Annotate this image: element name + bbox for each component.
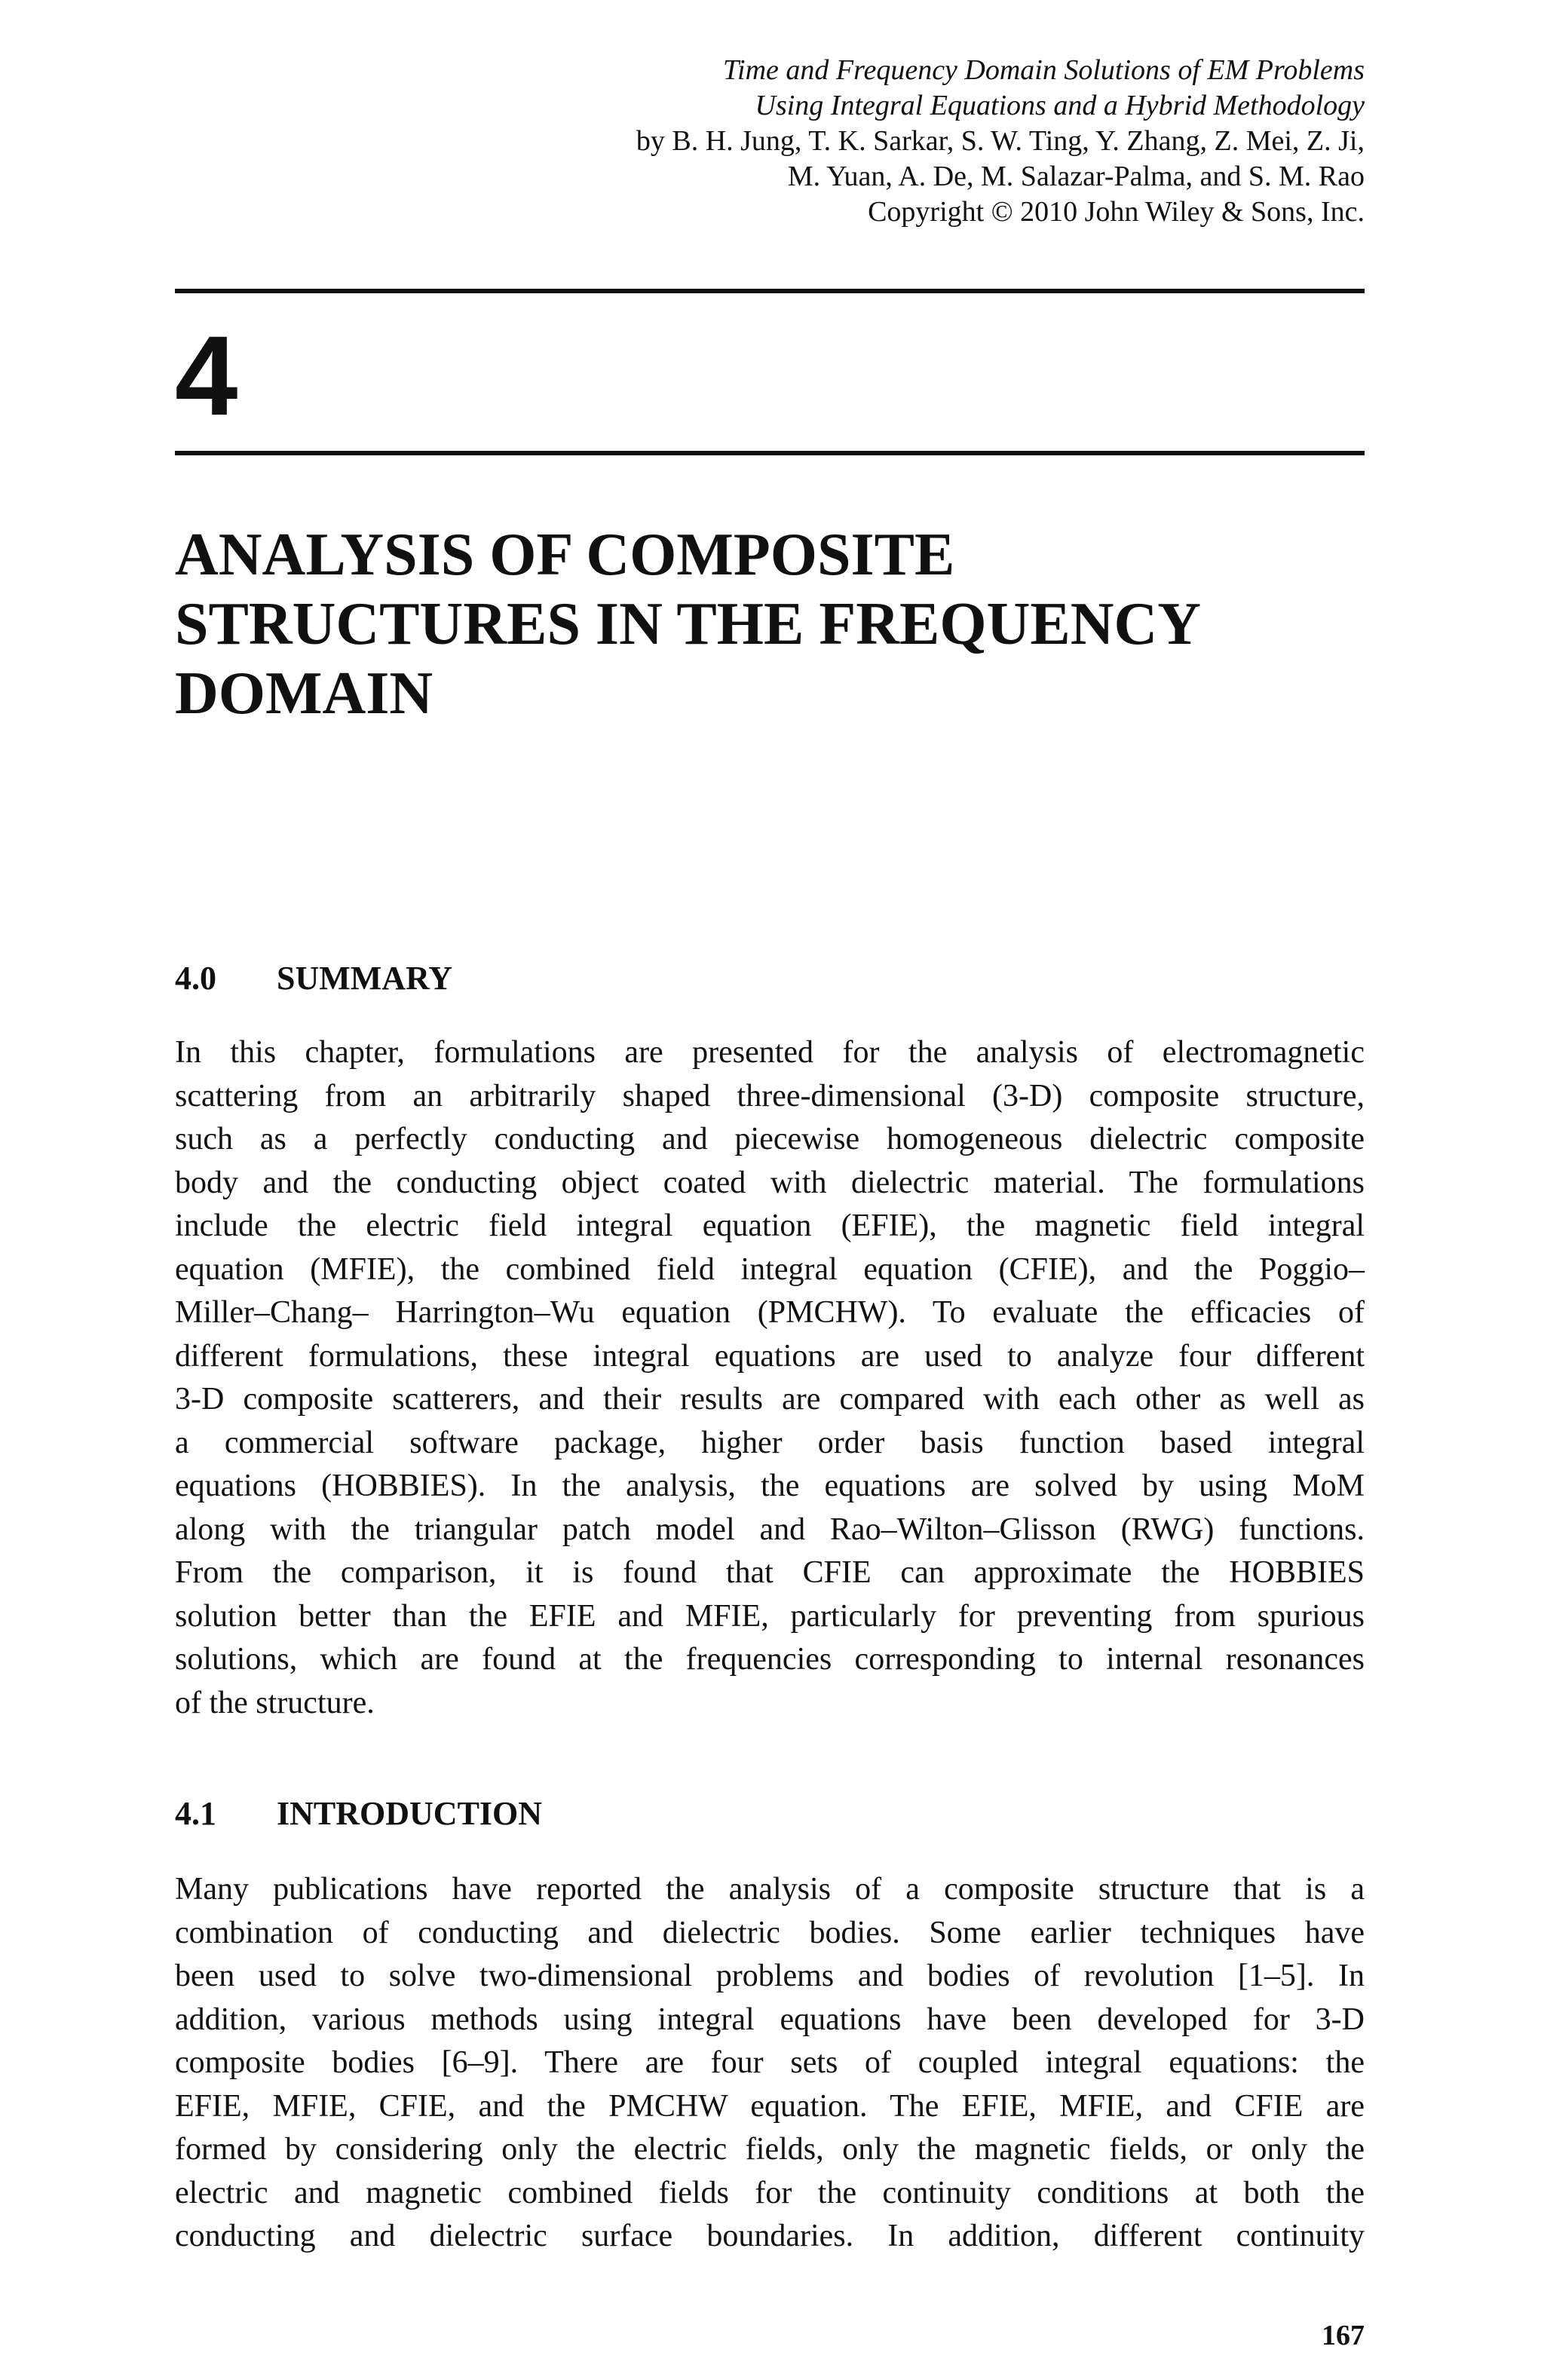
copyright-header	[460, 53, 1365, 230]
text-line: equations (HOBBIES). In the analysis, the equations are solved by using MoM	[175, 1469, 1365, 1503]
text-line: Miller–Chang– Harrington–Wu equation (PMCHW). To evaluate the efficacies of	[175, 1295, 1365, 1330]
section-heading-summary	[175, 959, 452, 998]
text-line: body and the conducting object coated with dielectric material. The formulations	[175, 1165, 1365, 1200]
text-line: In this chapter, formulations are presented for the analysis of electromagnetic	[175, 1035, 1365, 1070]
chapter-title-line: DOMAIN	[175, 660, 433, 727]
section-number: 4.0	[175, 960, 216, 997]
text-line: scattering from an arbitrarily shaped three-dimensional (3-D) composite structure,	[175, 1078, 1365, 1113]
summary-paragraph	[175, 1031, 1365, 1725]
chapter-title-line: ANALYSIS OF COMPOSITE	[175, 522, 955, 588]
text-line: along with the triangular patch model and Rao–Wilton–Glisson (RWG) functions.	[175, 1512, 1365, 1547]
text-line: such as a perfectly conducting and piecewise homogeneous dielectric composite	[175, 1122, 1365, 1156]
text-line: electric and magnetic combined fields for the continuity conditions at both the	[175, 2175, 1365, 2210]
text-line: Many publications have reported the analysis of a composite structure that is a	[175, 1872, 1365, 1907]
chapter-number: 4	[175, 312, 238, 439]
text-line: a commercial software package, higher order basis function based integral	[175, 1425, 1365, 1460]
text-line: 3-D composite scatterers, and their results are compared with each other as well as	[175, 1382, 1365, 1417]
text-line: conducting and dielectric surface boundaries. In addition, different continuity	[175, 2219, 1365, 2253]
section-title: INTRODUCTION	[277, 1795, 543, 1832]
text-line: of the structure.	[175, 1685, 375, 1720]
copyright-line: Copyright © 2010 John Wiley & Sons, Inc.	[868, 196, 1365, 228]
introduction-paragraph	[175, 1868, 1365, 2259]
text-line: include the electric field integral equation (EFIE), the magnetic field integral	[175, 1208, 1365, 1243]
book-title-line: Time and Frequency Domain Solutions of EM Problems	[722, 54, 1365, 86]
book-title-line: Using Integral Equations and a Hybrid Methodology	[755, 90, 1365, 121]
chapter-rule-bottom	[175, 451, 1365, 455]
text-line: combination of conducting and dielectric bodies. Some earlier techniques have	[175, 1915, 1365, 1950]
text-line: EFIE, MFIE, CFIE, and the PMCHW equation. The EFIE, MFIE, and CFIE are	[175, 2088, 1365, 2124]
section-number: 4.1	[175, 1795, 216, 1832]
text-line: equation (MFIE), the combined field integral equation (CFIE), and the Poggio–	[175, 1251, 1365, 1287]
text-line: formed by considering only the electric fields, only the magnetic fields, or only the	[175, 2132, 1365, 2167]
chapter-title	[175, 520, 1381, 728]
chapter-title-line: STRUCTURES IN THE FREQUENCY	[175, 591, 1202, 657]
section-title: SUMMARY	[277, 960, 453, 997]
text-line: From the comparison, it is found that CFIE can approximate the HOBBIES	[175, 1555, 1365, 1590]
text-line: addition, various methods using integral equations have been developed for 3-D	[175, 2002, 1365, 2037]
text-line: composite bodies [6–9]. There are four sets of coupled integral equations: the	[175, 2045, 1365, 2080]
text-line: solution better than the EFIE and MFIE, particularly for preventing from spurious	[175, 1598, 1365, 1634]
authors-line: M. Yuan, A. De, M. Salazar-Palma, and S. M. Rao	[787, 161, 1365, 192]
text-line: solutions, which are found at the frequencies corresponding to internal resonances	[175, 1642, 1365, 1677]
authors-line: by B. H. Jung, T. K. Sarkar, S. W. Ting, Y. Zhang, Z. Mei, Z. Ji,	[636, 125, 1365, 157]
text-line: been used to solve two-dimensional problems and bodies of revolution [1–5]. In	[175, 1959, 1365, 1993]
chapter-rule-top	[175, 289, 1365, 293]
section-heading-introduction	[175, 1794, 542, 1833]
page-number: 167	[1322, 2320, 1365, 2351]
text-line: different formulations, these integral equations are used to analyze four different	[175, 1338, 1365, 1374]
